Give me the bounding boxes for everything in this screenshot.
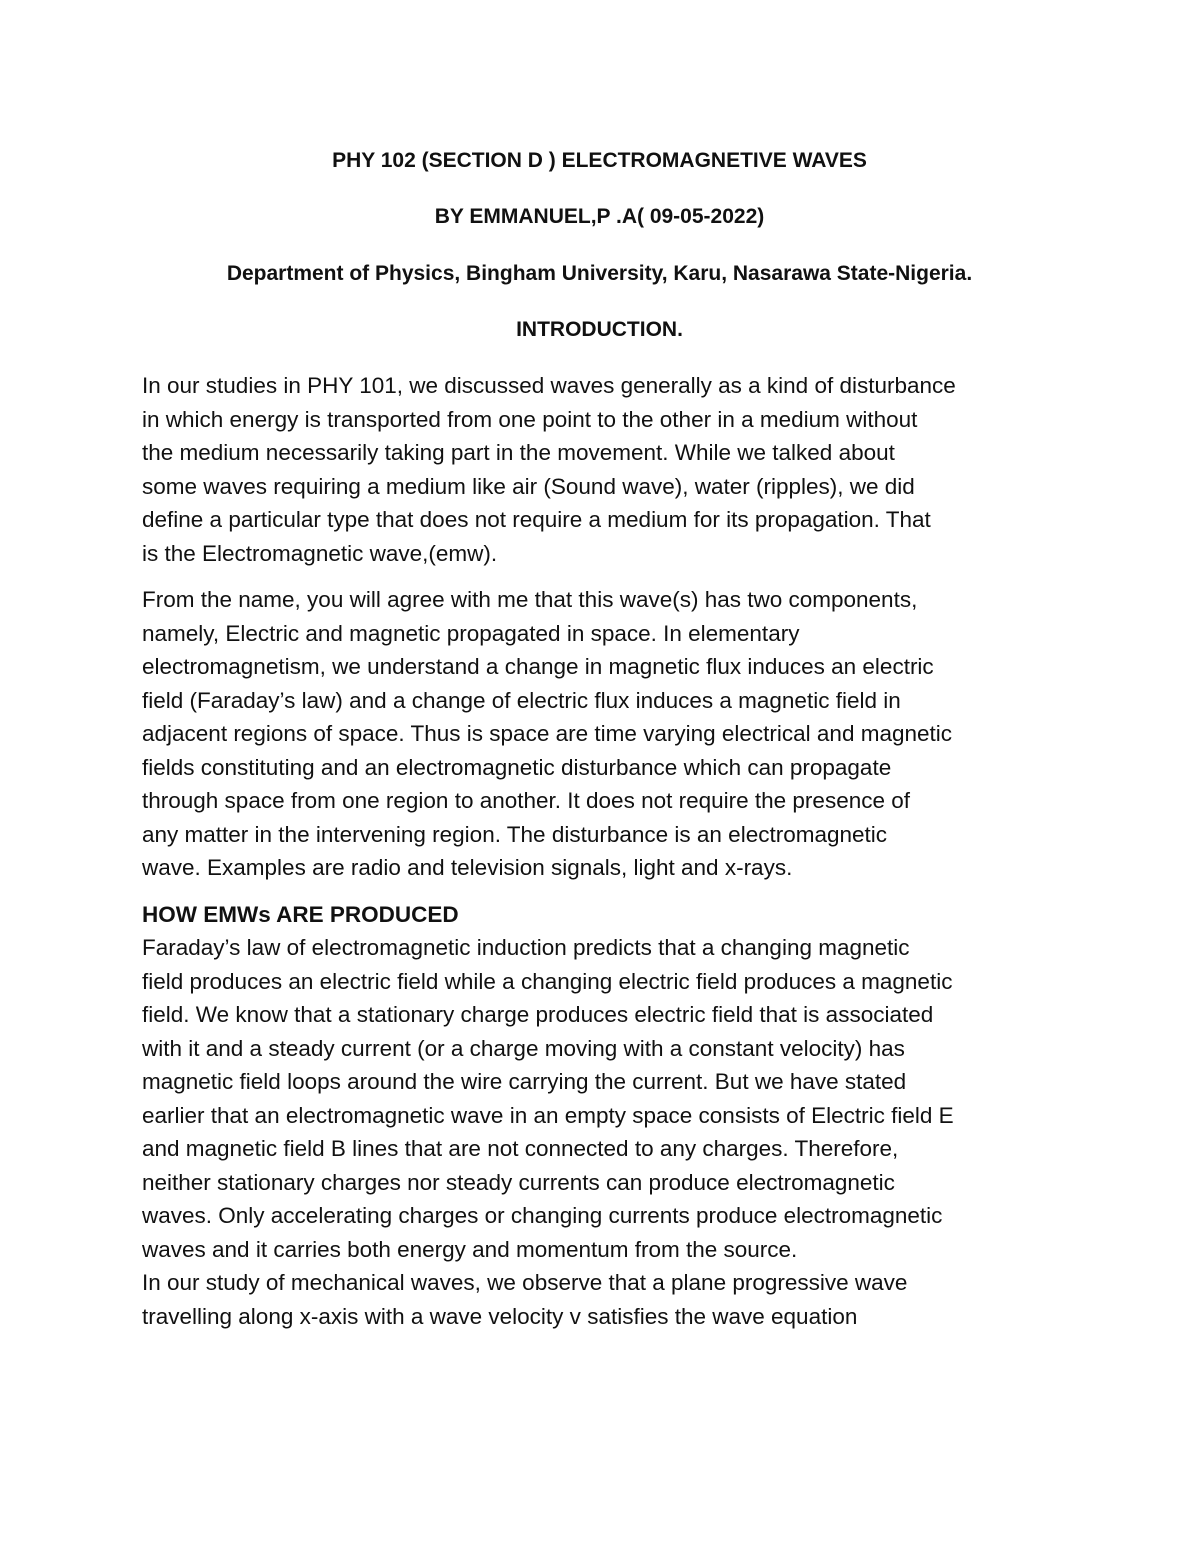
production-heading: HOW EMWs ARE PRODUCED <box>142 901 459 927</box>
introduction-paragraph-2 <box>142 583 1057 885</box>
text-line: with it and a steady current (or a charge moving with a constant velocity) has <box>142 1035 905 1061</box>
department-line: Department of Physics, Bingham University, Karu, Nasarawa State-Nigeria. <box>226 262 973 285</box>
text-line: neither stationary charges nor steady currents can produce electromagnetic <box>142 1169 895 1195</box>
text-line: wave. Examples are radio and television signals, light and x-rays. <box>142 855 793 880</box>
text-line: field. We know that a stationary charge produces electric field that is associated <box>142 1002 934 1027</box>
text-line: any matter in the intervening region. The disturbance is an electromagnetic <box>142 821 888 847</box>
text-line: adjacent regions of space. Thus is space are time varying electrical and magnetic <box>142 721 953 746</box>
text-line: travelling along x-axis with a wave velocity v satisfies the wave equation <box>142 1303 858 1329</box>
text-line: electromagnetism, we understand a change in magnetic flux induces an electric <box>142 654 934 679</box>
document-title: PHY 102 (SECTION D ) ELECTROMAGNETIVE WAVES <box>332 149 867 172</box>
text-line: namely, Electric and magnetic propagated in space. In elementary <box>142 620 800 646</box>
text-line: earlier that an electromagnetic wave in an empty space consists of Electric field E <box>142 1102 954 1128</box>
text-line: waves. Only accelerating charges or changing currents produce electromagnetic <box>142 1203 943 1228</box>
text-line: is the Electromagnetic wave,(emw). <box>142 540 498 566</box>
text-line: In our study of mechanical waves, we observe that a plane progressive wave <box>142 1270 908 1295</box>
text-line: field produces an electric field while a changing electric field produces a magnetic <box>142 968 953 994</box>
introduction-heading: INTRODUCTION. <box>516 318 683 341</box>
paragraph-spacer <box>142 885 1057 898</box>
text-line: some waves requiring a medium like air (Sound wave), water (ripples), we did <box>142 473 915 499</box>
text-line: In our studies in PHY 101, we discussed waves generally as a kind of disturbance <box>142 373 956 398</box>
text-line: fields constituting and an electromagnetic disturbance which can propagate <box>142 754 892 780</box>
text-line: the medium necessarily taking part in the movement. While we talked about <box>142 440 895 465</box>
text-line: Faraday’s law of electromagnetic induction predicts that a changing magnetic <box>142 935 910 960</box>
text-line: field (Faraday’s law) and a change of electric flux induces a magnetic field in <box>142 687 901 713</box>
author-line: BY EMMANUEL,P .A( 09-05-2022) <box>434 205 765 228</box>
text-line: waves and it carries both energy and momentum from the source. <box>142 1236 798 1262</box>
text-line: through space from one region to another. It does not require the presence of <box>142 788 910 813</box>
production-paragraph-1 <box>142 931 1057 1266</box>
introduction-paragraph-1 <box>142 369 1057 570</box>
paragraph-spacer <box>142 570 1057 583</box>
text-line: define a particular type that does not require a medium for its propagation. That <box>142 507 931 532</box>
document-content <box>142 148 1057 1333</box>
text-line: magnetic field loops around the wire carrying the current. But we have stated <box>142 1069 907 1094</box>
text-line: From the name, you will agree with me that this wave(s) has two components, <box>142 587 918 612</box>
text-line: in which energy is transported from one point to the other in a medium without <box>142 406 918 432</box>
text-line: and magnetic field B lines that are not connected to any charges. Therefore, <box>142 1136 899 1161</box>
production-paragraph-2 <box>142 1266 1057 1333</box>
